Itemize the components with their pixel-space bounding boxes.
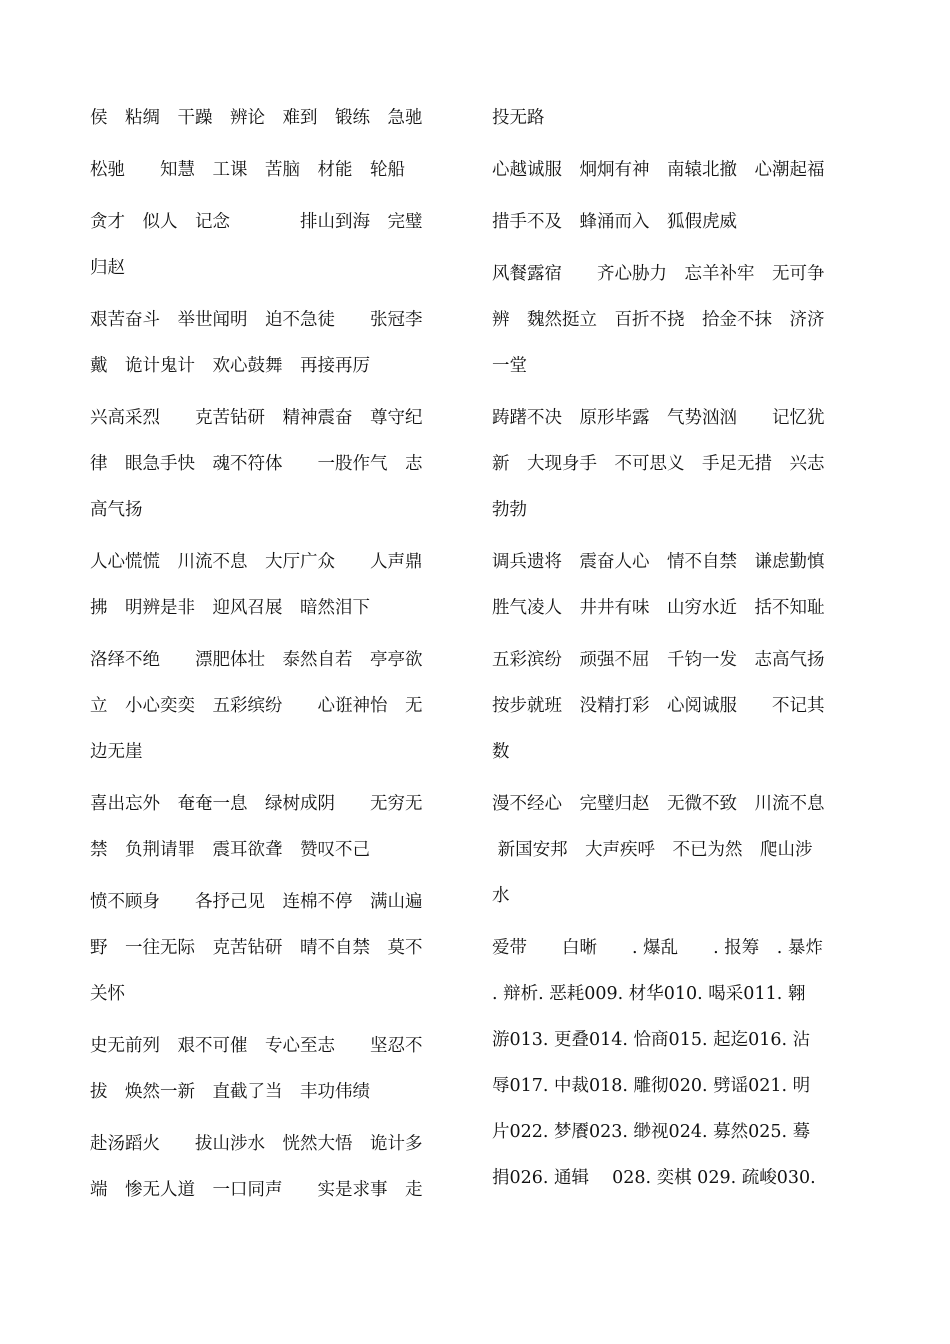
- left-text-line: 史无前列 艰不可催 专心至志 坚忍不: [90, 1036, 423, 1056]
- left-word-group: [90, 395, 462, 533]
- right-text-line: 措手不及 蜂涌而入 狐假虎威: [492, 212, 737, 232]
- right-text-line: 调兵遗将 震奋人心 情不自禁 谦虑勤慎: [492, 552, 825, 572]
- left-text-line: 喜出忘外 奄奄一息 绿树成阴 无穷无: [90, 794, 423, 814]
- right-text-line: 漫不经心 完璧归赵 无微不致 川流不息: [492, 794, 825, 814]
- left-word-group: [90, 147, 462, 193]
- right-word-group: [492, 539, 864, 631]
- left-word-group: [90, 1023, 462, 1115]
- left-text-line: 松驰 知慧 工课 苦脑 材能 轮船: [90, 160, 405, 180]
- left-column: [90, 95, 462, 1219]
- right-text-line: 投无路: [492, 108, 545, 128]
- left-text-line: 边无崖: [90, 742, 143, 762]
- left-text-line: 关怀: [90, 984, 125, 1004]
- right-text-line: 胜气凌人 井井有味 山穷水近 括不知耻: [492, 598, 825, 618]
- right-word-group: [492, 147, 864, 193]
- left-word-group: [90, 781, 462, 873]
- right-word-group: [492, 781, 864, 919]
- right-text-line: 水: [492, 886, 510, 906]
- right-word-group: [492, 251, 864, 389]
- left-text-line: 端 惨无人道 一口同声 实是求事 走: [90, 1180, 423, 1200]
- left-text-line: 赴汤蹈火 拔山涉水 恍然大悟 诡计多: [90, 1134, 423, 1154]
- left-text-line: 律 眼急手快 魂不符体 一股作气 志: [90, 454, 423, 474]
- right-text-line: 勃勃: [492, 500, 527, 520]
- right-text-line: 踌躇不决 原形毕露 气势汹汹 记忆犹: [492, 408, 825, 428]
- right-text-line: 五彩滨纷 顽强不屈 千钧一发 志高气扬: [492, 650, 825, 670]
- left-text-line: 野 一往无际 克苦钻研 晴不自禁 莫不: [90, 938, 423, 958]
- left-word-group: [90, 297, 462, 389]
- left-text-line: 戴 诡计鬼计 欢心鼓舞 再接再厉: [90, 356, 370, 376]
- right-text-line: 新国安邦 大声疾呼 不已为然 爬山涉: [492, 840, 813, 860]
- right-text-line: 游013. 更叠014. 恰商015. 起迄016. 沾: [492, 1030, 811, 1050]
- right-word-group: [492, 95, 864, 141]
- left-text-line: 兴高采烈 克苦钻研 精神震奋 尊守纪: [90, 408, 423, 428]
- left-word-group: [90, 539, 462, 631]
- right-text-line: . 辩析. 恶耗009. 材华010. 喝采011. 翱: [492, 984, 806, 1004]
- right-text-line: 爱带 白晰 . 爆乱 . 报筹 . 暴炸: [492, 938, 823, 958]
- left-text-line: 愤不顾身 各抒己见 连棉不停 满山遍: [90, 892, 423, 912]
- right-text-line: 按步就班 没精打彩 心阅诚服 不记其: [492, 696, 825, 716]
- right-text-line: 一堂: [492, 356, 527, 376]
- left-word-group: [90, 1121, 462, 1213]
- right-text-line: 片022. 梦餍023. 缈视024. 募然025. 蓦: [492, 1122, 811, 1142]
- right-text-line: 风餐露宿 齐心胁力 忘羊补牢 无可争: [492, 264, 825, 284]
- right-column: [492, 95, 864, 1207]
- left-text-line: 贪才 似人 记念 排山到海 完璧: [90, 212, 423, 232]
- left-text-line: 立 小心奕奕 五彩缤纷 心诳神怡 无: [90, 696, 423, 716]
- left-text-line: 艰苦奋斗 举世闻明 迫不急徒 张冠李: [90, 310, 423, 330]
- left-word-group: [90, 95, 462, 141]
- left-text-line: 禁 负荆请罪 震耳欲聋 赞叹不己: [90, 840, 370, 860]
- left-text-line: 侯 粘绸 干躁 辨论 难到 锻练 急驰: [90, 108, 423, 128]
- left-word-group: [90, 199, 462, 291]
- left-text-line: 人心慌慌 川流不息 大厅广众 人声鼎: [90, 552, 423, 572]
- right-text-line: 捐026. 通辑 028. 奕棋 029. 疏峻030.: [492, 1168, 816, 1188]
- right-text-line: 新 大现身手 不可思义 手足无措 兴志: [492, 454, 825, 474]
- left-word-group: [90, 879, 462, 1017]
- left-text-line: 归赵: [90, 258, 125, 278]
- left-text-line: 洛绎不绝 漂肥体壮 泰然自若 亭亭欲: [90, 650, 423, 670]
- left-text-line: 高气扬: [90, 500, 143, 520]
- right-word-group: [492, 925, 864, 1201]
- right-word-group: [492, 395, 864, 533]
- left-word-group: [90, 637, 462, 775]
- right-text-line: 辱017. 中裁018. 雕彻020. 劈谣021. 明: [492, 1076, 811, 1096]
- right-text-line: 数: [492, 742, 510, 762]
- left-text-line: 拂 明辨是非 迎风召展 暗然泪下: [90, 598, 370, 618]
- left-text-line: 拔 焕然一新 直截了当 丰功伟绩: [90, 1082, 370, 1102]
- right-word-group: [492, 637, 864, 775]
- right-text-line: 辨 魏然挺立 百折不挠 拾金不抹 济济: [492, 310, 825, 330]
- right-text-line: 心越诚服 炯炯有神 南辕北撤 心潮起福: [492, 160, 825, 180]
- right-word-group: [492, 199, 864, 245]
